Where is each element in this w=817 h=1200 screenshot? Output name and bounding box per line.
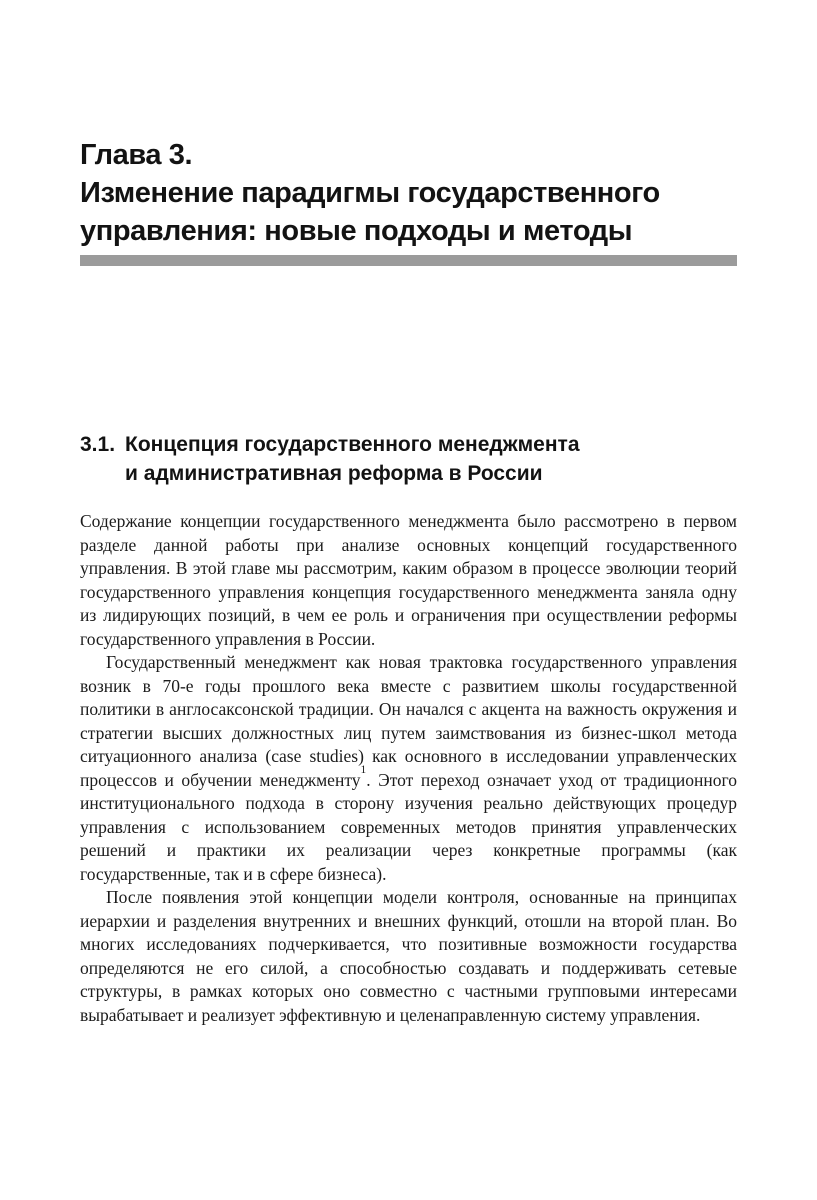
chapter-title-line2: управления: новые подходы и методы <box>80 215 633 247</box>
body-text <box>80 510 737 1027</box>
footnote-marker: 1 <box>360 763 367 776</box>
chapter-heading-block <box>80 136 737 266</box>
section-title-line1: Концепция государственного менеджмента <box>125 433 580 456</box>
section-block <box>80 430 737 1027</box>
chapter-title-line1: Изменение парадигмы государственного <box>80 177 660 209</box>
section-title-line2: и административная реформа в России <box>125 462 543 485</box>
paragraph-3: После появления этой концепции модели контроля, основанные на принципах иерархии и разделения внутренних и внешних функций, отошли на второй план. Во многих исследованиях подчеркивается, что позитивные возможности государства определяются не его силой, а способностью создавать и поддерживать сетевые структуры, в рамках которых оно совместно с частными групповыми интересами вырабатывает и реализует эффективную и целенаправленную систему управления. <box>80 887 737 1025</box>
paragraph-2 <box>80 651 737 886</box>
paragraph-1: Содержание концепции государственного менеджмента было рассмотрено в первом разделе данной работы при анализе основных концепций государственного управления. В этой главе мы рассмотрим, каким образом в процессе эволюции теорий государственного управления концепция государственного менеджмента заняла одну из лидирующих позиций, в чем ее роль и ограничения при осуществлении реформы государственного управления в России. <box>80 511 737 649</box>
chapter-number: Глава 3. <box>80 139 193 171</box>
paragraph-2-text-before-footnote: Государственный менеджмент как новая трактовка государственного управления возник в 70-е годы прошлого века вместе с развитием школы государственной политики в англосаксонской традиции. Он начался с акцента на важность окружения и стратегии высших должностных лиц путем заимствования из бизнес-школ метода ситуационного анализа (case studies) как основного в исследовании управленческих процессов и обучении менеджменту <box>80 652 737 790</box>
section-number: 3.1. <box>80 433 116 456</box>
chapter-divider-rule <box>80 255 737 266</box>
section-heading <box>80 430 737 488</box>
section-title <box>125 430 737 488</box>
chapter-title <box>80 136 737 250</box>
paragraph-2-text-after-footnote: . Этот переход означает уход от традиционного институционального подхода в сторону изучения реально действующих процедур управления с использованием современных методов принятия управленческих решений и практики их реализации через конкретные программы (как государственные, так и в сфере бизнеса). <box>80 769 737 884</box>
